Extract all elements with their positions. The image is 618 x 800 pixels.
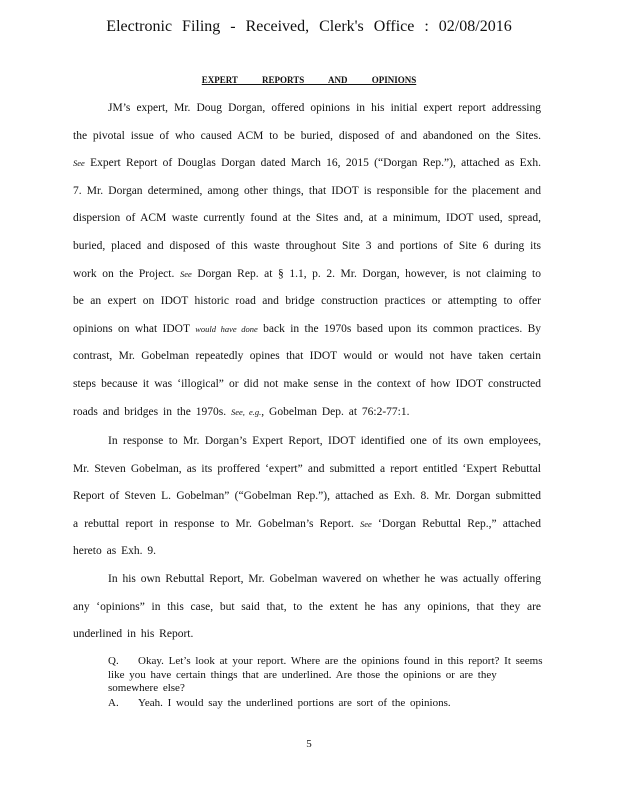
filing-header: Electronic Filing - Received, Clerk's Office : 02/08/2016 [106,18,512,35]
p2-text-a: In response to Mr. Dorgan’s Expert Report, IDOT identified one of its own employees, Mr. Steven Gobelman, as its proffered ‘expert” and submitted a report entitled ‘Expert Rebuttal Report of Steven L. Gobelman” (“Gobelman Rep.”), attached as Exh. 8. Mr. Dorgan submitted a rebuttal report in response to Mr. Gobelman’s Report. [73,435,541,530]
p1-would-have-done: would have done [195,323,258,334]
deposition-question [108,655,544,696]
paragraph-rebuttal: In his own Rebuttal Report, Mr. Gobelman wavered on whether he was actually offering any ‘opinions” in this case, but said that, to the extent he has any opinions, that they are underlined in his Report. [73,573,541,641]
p1-text-d: back in the 1970s based upon its common practices. By contrast, Mr. Gobelman repeatedly opines that IDOT would or would not have taken certain steps because it was ‘illogical” or did not make sense in the context of how IDOT constructed roads and bridges in the 1970s. [73,322,542,418]
p1-text-f: , Gobelman Dep. at 76:2-77:1. [261,405,410,418]
p1-eg: , e.g. [242,406,262,417]
deposition-answer [108,697,544,711]
paragraph-gobelman-response [73,428,541,566]
question-tag: Q. [108,655,119,667]
p2-see: See [359,518,372,529]
p2-text-b: ‘Dorgan Rebuttal Rep.,” attached hereto as Exh. 9. [73,517,542,558]
p1-text-b: Expert Report of Douglas Dorgan dated March 16, 2015 (“Dorgan Rep.”), attached as Exh. 7. Mr. Dorgan determined, among other things, that IDOT is responsible for the placement and dispersion of ACM waste currently found at the Sites and, at a minimum, IDOT used, spread, buried, placed and disposed of this waste throughout Site 3 and portions of Site 6 during its work on the Project. [73,157,541,280]
section-heading: EXPERT REPORTS AND OPINIONS [201,75,417,85]
question-text: Okay. Let’s look at your report. Where are the opinions found in this report? It seems like you have certain things that are underlined. Are those the opinions or are they somewhere else? [108,655,543,694]
p1-see-3: See [230,406,243,417]
answer-text: Yeah. I would say the underlined portions are sort of the opinions. [138,697,451,709]
answer-tag: A. [108,697,119,709]
p1-see-2: See [179,268,192,279]
p1-text-c: Dorgan Rep. at § 1.1, p. 2. Mr. Dorgan, however, is not claiming to be an expert on IDOT historic road and bridge construction practices or attempting to offer opinions on what IDOT [73,267,541,335]
paragraph-dorgan-report [73,95,541,426]
page-number: 5 [306,738,312,750]
p1-text-a: JM’s expert, Mr. Doug Dorgan, offered opinions in his initial expert report addressing the pivotal issue of who caused ACM to be buried, disposed of and abandoned on the Sites. [73,102,541,142]
p1-see-1: See [73,158,85,169]
